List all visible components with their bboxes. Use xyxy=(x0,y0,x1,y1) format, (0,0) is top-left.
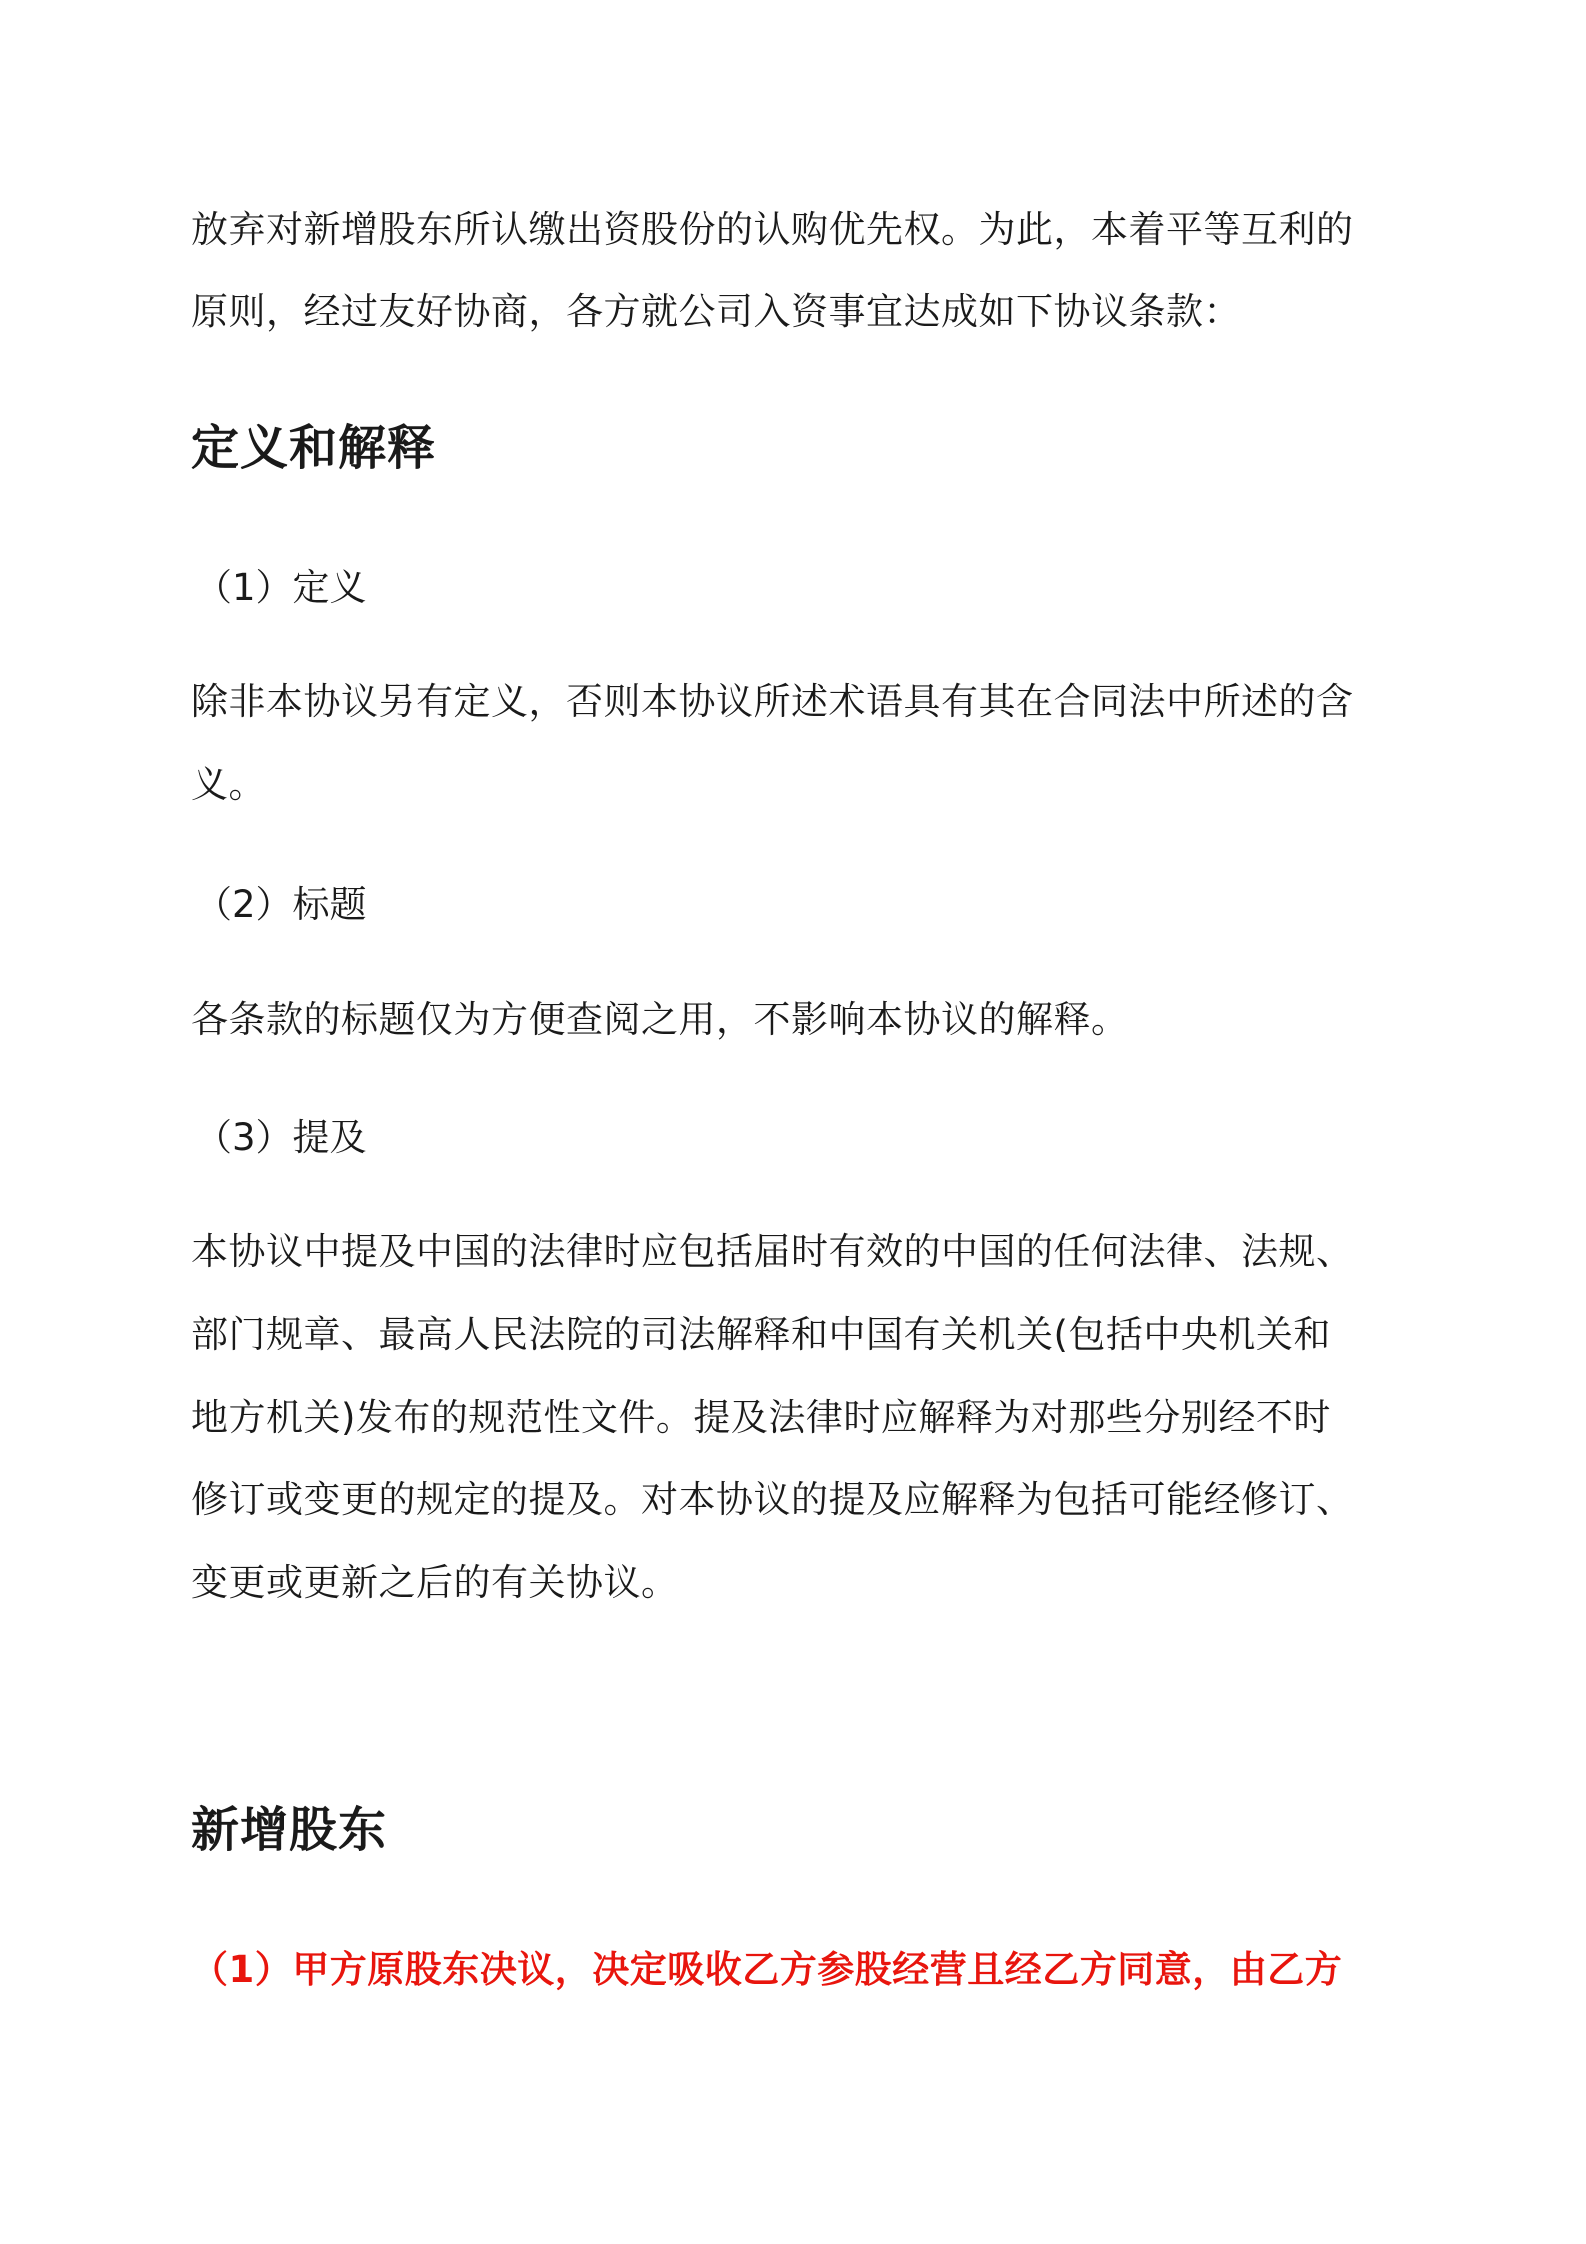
paragraph-line: 各条款的标题仅为方便查阅之用，不影响本协议的解释。 xyxy=(191,998,1129,1041)
paragraph-line: 部门规章、最高人民法院的司法解释和中国有关机关(包括中央机关和 xyxy=(191,1313,1331,1356)
section-heading-new-shareholder: 新增股东 xyxy=(191,1802,388,1858)
paragraph-line: 本协议中提及中国的法律时应包括届时有效的中国的任何法律、法规、 xyxy=(191,1230,1354,1273)
paragraph-line: 除非本协议另有定义，否则本协议所述术语具有其在合同法中所述的含 xyxy=(191,680,1354,723)
item-label-references: （3）提及 xyxy=(195,1116,367,1159)
intro-line-2: 原则，经过友好协商，各方就公司入资事宜达成如下协议条款： xyxy=(191,290,1241,333)
intro-line-1: 放弃对新增股东所认缴出资股份的认购优先权。为此，本着平等互利的 xyxy=(191,208,1354,251)
highlighted-item-line: （1）甲方原股东决议，决定吸收乙方参股经营且经乙方同意，由乙方 xyxy=(191,1948,1343,1991)
paragraph-line: 义。 xyxy=(191,763,266,806)
paragraph-line: 地方机关)发布的规范性文件。提及法律时应解释为对那些分别经不时 xyxy=(191,1396,1331,1439)
paragraph-line: 修订或变更的规定的提及。对本协议的提及应解释为包括可能经修订、 xyxy=(191,1478,1354,1521)
item-label-definition: （1）定义 xyxy=(195,566,367,609)
section-heading-definitions: 定义和解释 xyxy=(191,420,437,476)
item-label-headings: （2）标题 xyxy=(195,883,367,926)
paragraph-line: 变更或更新之后的有关协议。 xyxy=(191,1561,679,1604)
